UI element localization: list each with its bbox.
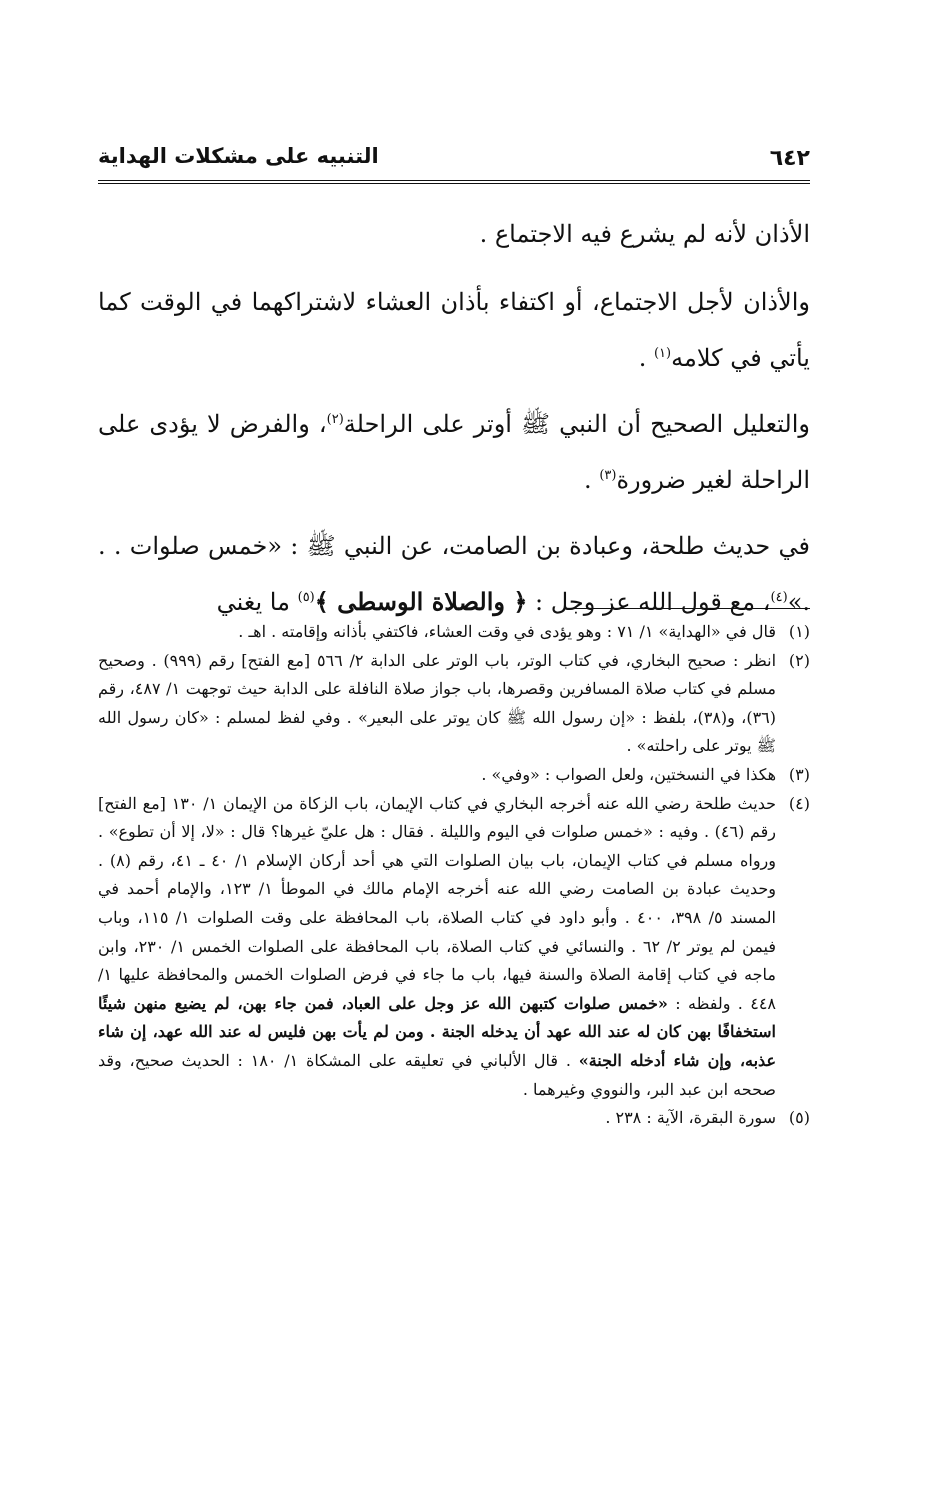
footnote-text: هكذا في النسختين، ولعل الصواب : «وفي» . bbox=[481, 764, 776, 784]
footnote-ref-1[interactable]: (١) bbox=[653, 346, 672, 361]
hadith-quote: «خمس صلوات كتبهن الله عز وجل على العباد، فمن جاء بهن، لم يضيع منهن شيئًا استخفافًا بهن كان له عند الله عهد أن يدخله الجنة . ومن لم يأت بهن فليس له عند الله عهد، إن شاء عذبه، وإن شاء أدخله الجنة» bbox=[98, 993, 776, 1070]
page-number: ٦٤٢ bbox=[769, 146, 810, 171]
paragraph-4-end: ما يغني bbox=[216, 588, 298, 616]
footnote-text bbox=[98, 790, 776, 1105]
paragraph-2 bbox=[98, 274, 810, 386]
paragraph-1-text: الأذان لأنه لم يشرع فيه الاجتماع . bbox=[479, 220, 810, 248]
footnote-number: (٢) bbox=[788, 650, 810, 670]
footnote-ref-3[interactable]: (٣) bbox=[599, 468, 617, 483]
footnote-number: (٣) bbox=[788, 764, 810, 784]
footnote-text: انظر : صحيح البخاري، في كتاب الوتر، باب الوتر على الدابة ٢/ ٥٦٦ [مع الفتح] رقم (٩٩٩) . وصحيح مسلم في كتاب صلاة المسافرين وقصرها، باب جواز صلاة النافلة على الدابة حيث توجهت ١/ ٤٨٧، رقم (٣٦)، و(٣٨)، بلفظ : «إن رسول الله ﷺ كان يوتر على البعير» . وفي لفظ لمسلم : «كان رسول الله ﷺ يوتر على راحلته» . bbox=[98, 650, 777, 756]
footnote-text: سورة البقرة، الآية : ٢٣٨ . bbox=[605, 1108, 776, 1128]
main-text bbox=[98, 206, 810, 640]
running-header bbox=[98, 136, 810, 180]
paragraph-4 bbox=[98, 518, 810, 630]
footnote-ref-4[interactable]: (٤) bbox=[770, 590, 788, 605]
paragraph-4-middle: ، مع قول الله عز وجل : bbox=[527, 588, 771, 616]
paragraph-1 bbox=[98, 206, 810, 262]
footnotes bbox=[98, 618, 810, 1133]
paragraph-3-end: . bbox=[584, 466, 600, 494]
footnote-number: (٤) bbox=[788, 793, 810, 813]
footnote-text-end: . قال الألباني في تعليقه على المشكاة ١/ ١٨٠ : الحديث صحيح، وقد صححه ابن عبد البر، والنووي وغيرهما . bbox=[98, 1050, 776, 1099]
footnote bbox=[98, 618, 810, 647]
footnote bbox=[98, 1104, 810, 1133]
paragraph-4-text: في حديث طلحة، وعبادة بن الصامت، عن النبي ﷺ : «خمس صلوات . . .» bbox=[98, 532, 810, 616]
footnote bbox=[98, 761, 810, 790]
footnote-number: (٥) bbox=[788, 1108, 810, 1128]
footnote-separator bbox=[568, 608, 810, 609]
footnote bbox=[98, 647, 810, 761]
header-rule bbox=[98, 180, 810, 184]
paragraph-3-text: والتعليل الصحيح أن النبي ﷺ أوتر على الراحلة bbox=[343, 410, 810, 438]
header-title: التنبيه على مشكلات الهداية bbox=[98, 144, 379, 168]
paragraph-2-end: . bbox=[638, 344, 654, 372]
paragraph-3-middle: ، والفرض لا يؤدى على الراحلة لغير ضرورة bbox=[98, 410, 810, 494]
paragraph-3 bbox=[98, 396, 810, 508]
footnote-text-start: حديث طلحة رضي الله عنه أخرجه البخاري في كتاب الإيمان، باب الزكاة من الإيمان ١/ ١٣٠ [مع الفتح] رقم (٤٦) . وفيه : «خمس صلوات في اليوم والليلة . فقال : هل عليّ غيرها؟ قال : «لا، إلا أن تطوع» . ورواه مسلم في كتاب الإيمان، باب بيان الصلوات التي هي أحد أركان الإسلام ١/ ٤٠ ـ ٤١، رقم (٨) . وحديث عبادة بن الصامت رضي الله عنه أخرجه الإمام مالك في الموطأ ١/ ١٢٣، والإمام أحمد في المسند ٥/ ٣٩٨، ٤٠٠ . وأبو داود في كتاب الصلاة، باب المحافظة على وقت الصلوات ١/ ١١٥، وباب فيمن لم يوتر ٢/ ٦٢ . والنسائي في كتاب الصلاة، باب المحافظة على الصلوات الخمس ١/ ٢٣٠، وابن ماجه في كتاب إقامة الصلاة والسنة فيها، باب ما جاء في فرض الصلوات الخمس والمحافظة عليها ١/ ٤٤٨ . ولفظه : bbox=[98, 793, 777, 1013]
footnote-ref-2[interactable]: (٢) bbox=[326, 412, 344, 427]
footnote-number: (١) bbox=[788, 622, 810, 641]
paragraph-2-text: والأذان لأجل الاجتماع، أو اكتفاء بأذان العشاء لاشتراكهما في الوقت كما يأتي في كلامه bbox=[98, 288, 810, 372]
footnote bbox=[98, 790, 810, 1105]
footnote-text: قال في «الهداية» ١/ ٧١ : وهو يؤدى في وقت العشاء، فاكتفي بأذانه وإقامته . اهـ . bbox=[238, 622, 776, 641]
quran-quote: ﴿ والصلاة الوسطى ﴾ bbox=[314, 587, 528, 616]
footnote-ref-5[interactable]: (٥) bbox=[297, 590, 315, 605]
